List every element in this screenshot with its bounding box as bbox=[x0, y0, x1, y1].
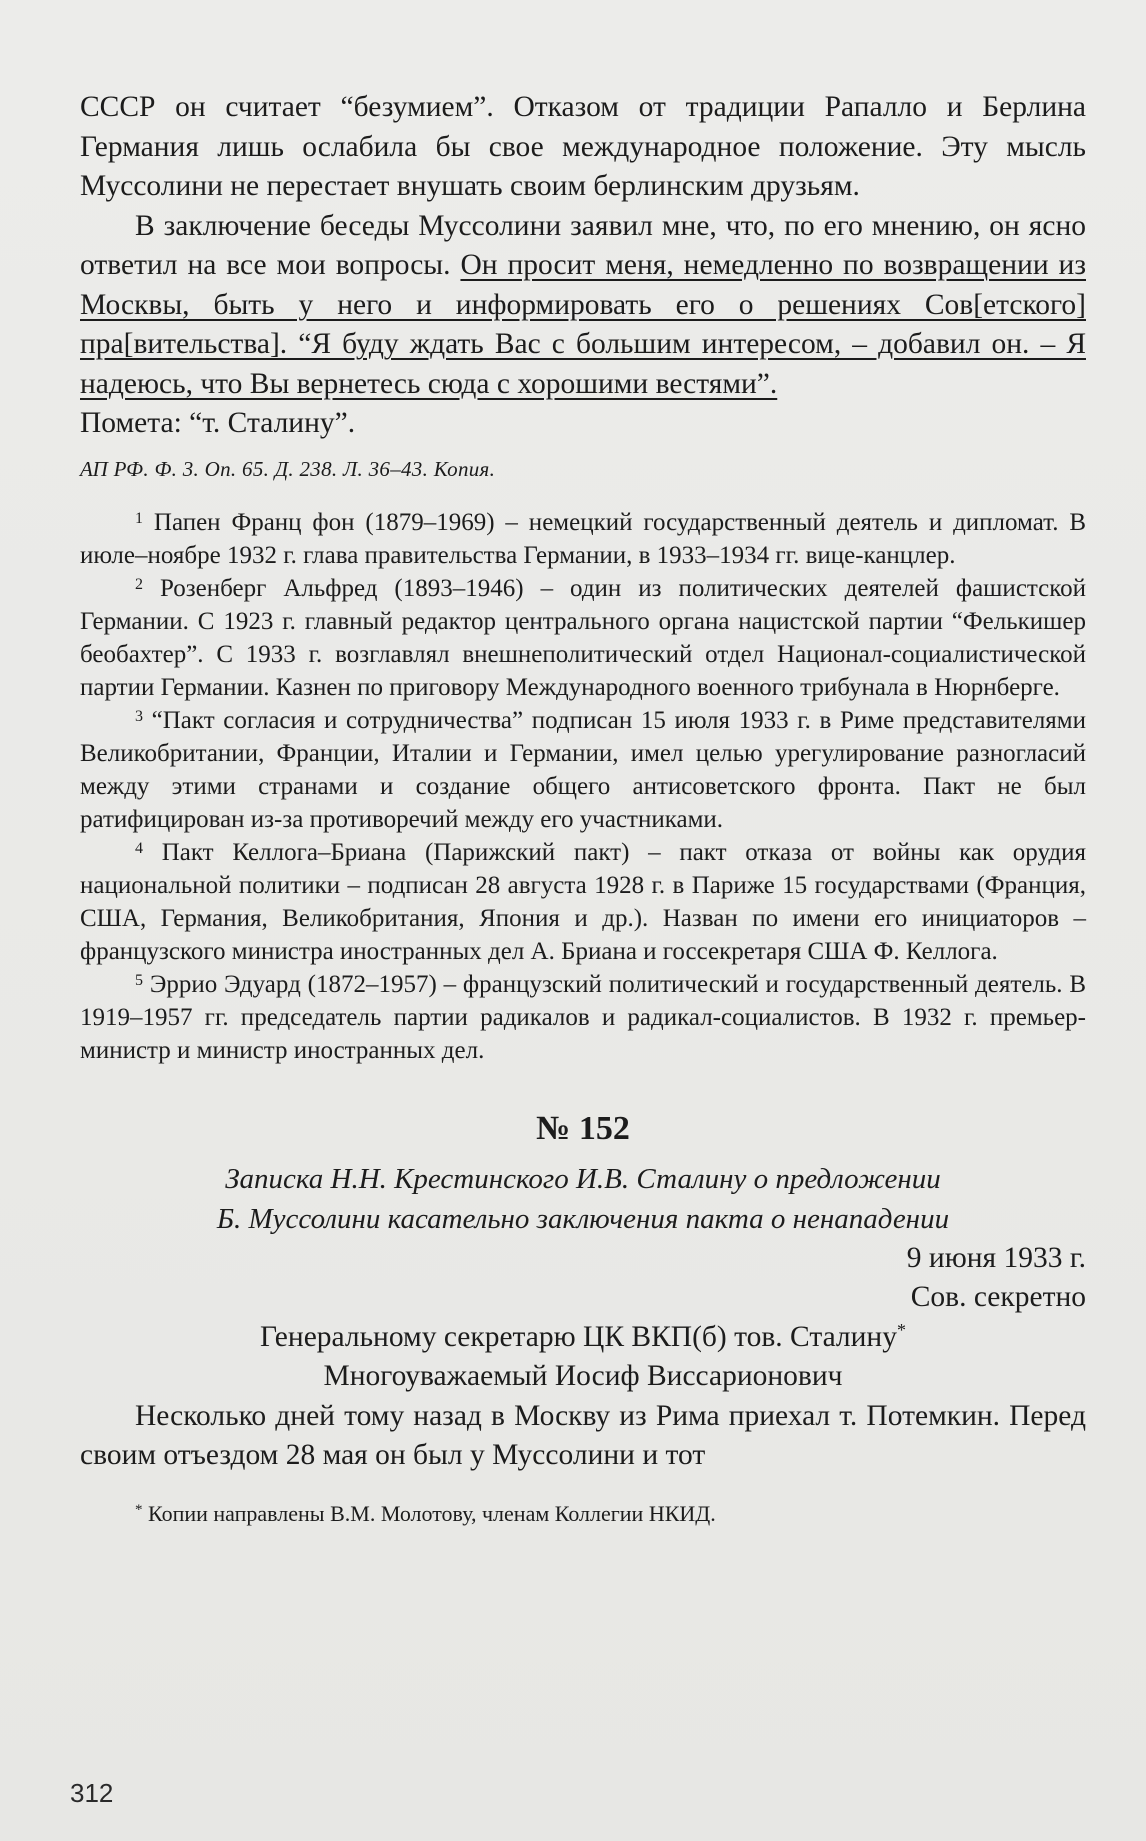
addressee-text: Генеральному секретарю ЦК ВКП(б) тов. Сталину bbox=[260, 1320, 897, 1353]
endnote-text: Пакт Келлога–Бриана (Парижский пакт) – пакт отказа от войны как орудия национальной политики – подписан 28 августа 1928 г. в Париже 15 государствами (Франция, США, Германия, Великобритания, Япония и др.). Назван по имени его инициаторов – французского министра иностранных дел А. Бриана и госсекретаря США Ф. Келлога. bbox=[80, 838, 1087, 965]
footnote-mark: * bbox=[135, 1501, 143, 1518]
endnote-text: Эррио Эдуард (1872–1957) – французский политический и государственный деятель. В 1919–1957 гг. председатель партии радикалов и радикал-социалистов. В 1932 г. премьер-министр и министр иностранных дел. bbox=[80, 970, 1086, 1064]
endnote-text: Папен Франц фон (1879–1969) – немецкий государственный деятель и дипломат. В июле–ноябре 1932 г. глава правительства Германии, в 1933–1934 гг. вице-канцлер. bbox=[80, 508, 1087, 569]
endnote-number: 5 bbox=[135, 971, 143, 989]
endnote-text: Розенберг Альфред (1893–1946) – один из политических деятелей фашистской Германии. С 1923 г. главный редактор центрального органа нацистской партии “Фелькишер беобахтер”. С 1933 г. возглавлял внешнеполитический отдел Национал-социалистической партии Германии. Казнен по приговору Международного военного трибунала в Нюрнберге. bbox=[80, 574, 1086, 701]
main-text bbox=[80, 88, 1086, 444]
endnote-number: 3 bbox=[135, 707, 143, 725]
footnote bbox=[80, 1498, 1086, 1530]
classification-stamp: Сов. секретно bbox=[910, 1281, 1086, 1313]
addressee bbox=[80, 1318, 1086, 1358]
endnote bbox=[80, 704, 1086, 836]
document-title bbox=[80, 1159, 1086, 1239]
endnote bbox=[80, 968, 1086, 1067]
salutation: Многоуважаемый Иосиф Виссарионович bbox=[323, 1360, 843, 1392]
document-number: № 152 bbox=[536, 1109, 630, 1147]
addressee-footnote-mark: * bbox=[896, 1319, 906, 1340]
endnote-text: “Пакт согласия и сотрудничества” подписан 15 июля 1933 г. в Риме представителями Великобритании, Франции, Италии и Германии, имел целью урегулирование разногласий между этими странами и создание общего антисоветского фронта. Пакт не был ратифицирован из-за противоречий между его участниками. bbox=[80, 706, 1086, 833]
document-title-line: Записка Н.Н. Крестинского И.В. Сталину о предложении bbox=[225, 1162, 941, 1195]
document-paragraph: Несколько дней тому назад в Москву из Рима приехал т. Потемкин. Перед своим отъездом 28 мая он был у Муссолини и тот bbox=[80, 1399, 1086, 1471]
document-date: 9 июня 1933 г. bbox=[906, 1241, 1086, 1274]
endnote-number: 2 bbox=[135, 575, 143, 593]
endnote-number: 1 bbox=[135, 509, 143, 527]
endnote bbox=[80, 572, 1086, 704]
paragraph-conclusion bbox=[80, 207, 1086, 405]
footnote-text: Копии направлены В.М. Молотову, членам Коллегии НКИД. bbox=[148, 1500, 716, 1526]
archive-reference: АП РФ. Ф. 3. Оп. 65. Д. 238. Л. 36–43. Копия. bbox=[80, 456, 496, 481]
endnote bbox=[80, 506, 1086, 572]
annotation-mark: Помета: “т. Сталину”. bbox=[80, 407, 356, 439]
endnote bbox=[80, 836, 1086, 968]
endnotes bbox=[80, 506, 1086, 1067]
paragraph-text: В заключение беседы Муссолини заявил мне, что, по его мнению, он ясно ответил на все мои вопросы. bbox=[80, 209, 1086, 281]
document-title-line: Б. Муссолини касательно заключения пакта о ненападении bbox=[216, 1202, 950, 1235]
page-number: 312 bbox=[70, 1778, 114, 1808]
endnote-number: 4 bbox=[135, 839, 143, 857]
document-body bbox=[80, 1239, 1086, 1476]
paragraph: СССР он считает “безумием”. Отказом от традиции Рапалло и Берлина Германия лишь ослабила бы свое международное положение. Эту мысль Муссолини не перестает внушать своим берлинским друзьям. bbox=[80, 91, 1086, 202]
underlined-quote: Он просит меня, немедленно по возвращении из Москвы, быть у него и информировать его о решениях Сов[етского] пра[вительства]. “Я буду ждать Вас с большим интересом, – добавил он. – Я надеюсь, что Вы вернетесь сюда с хорошими вестями”. bbox=[80, 249, 1086, 400]
